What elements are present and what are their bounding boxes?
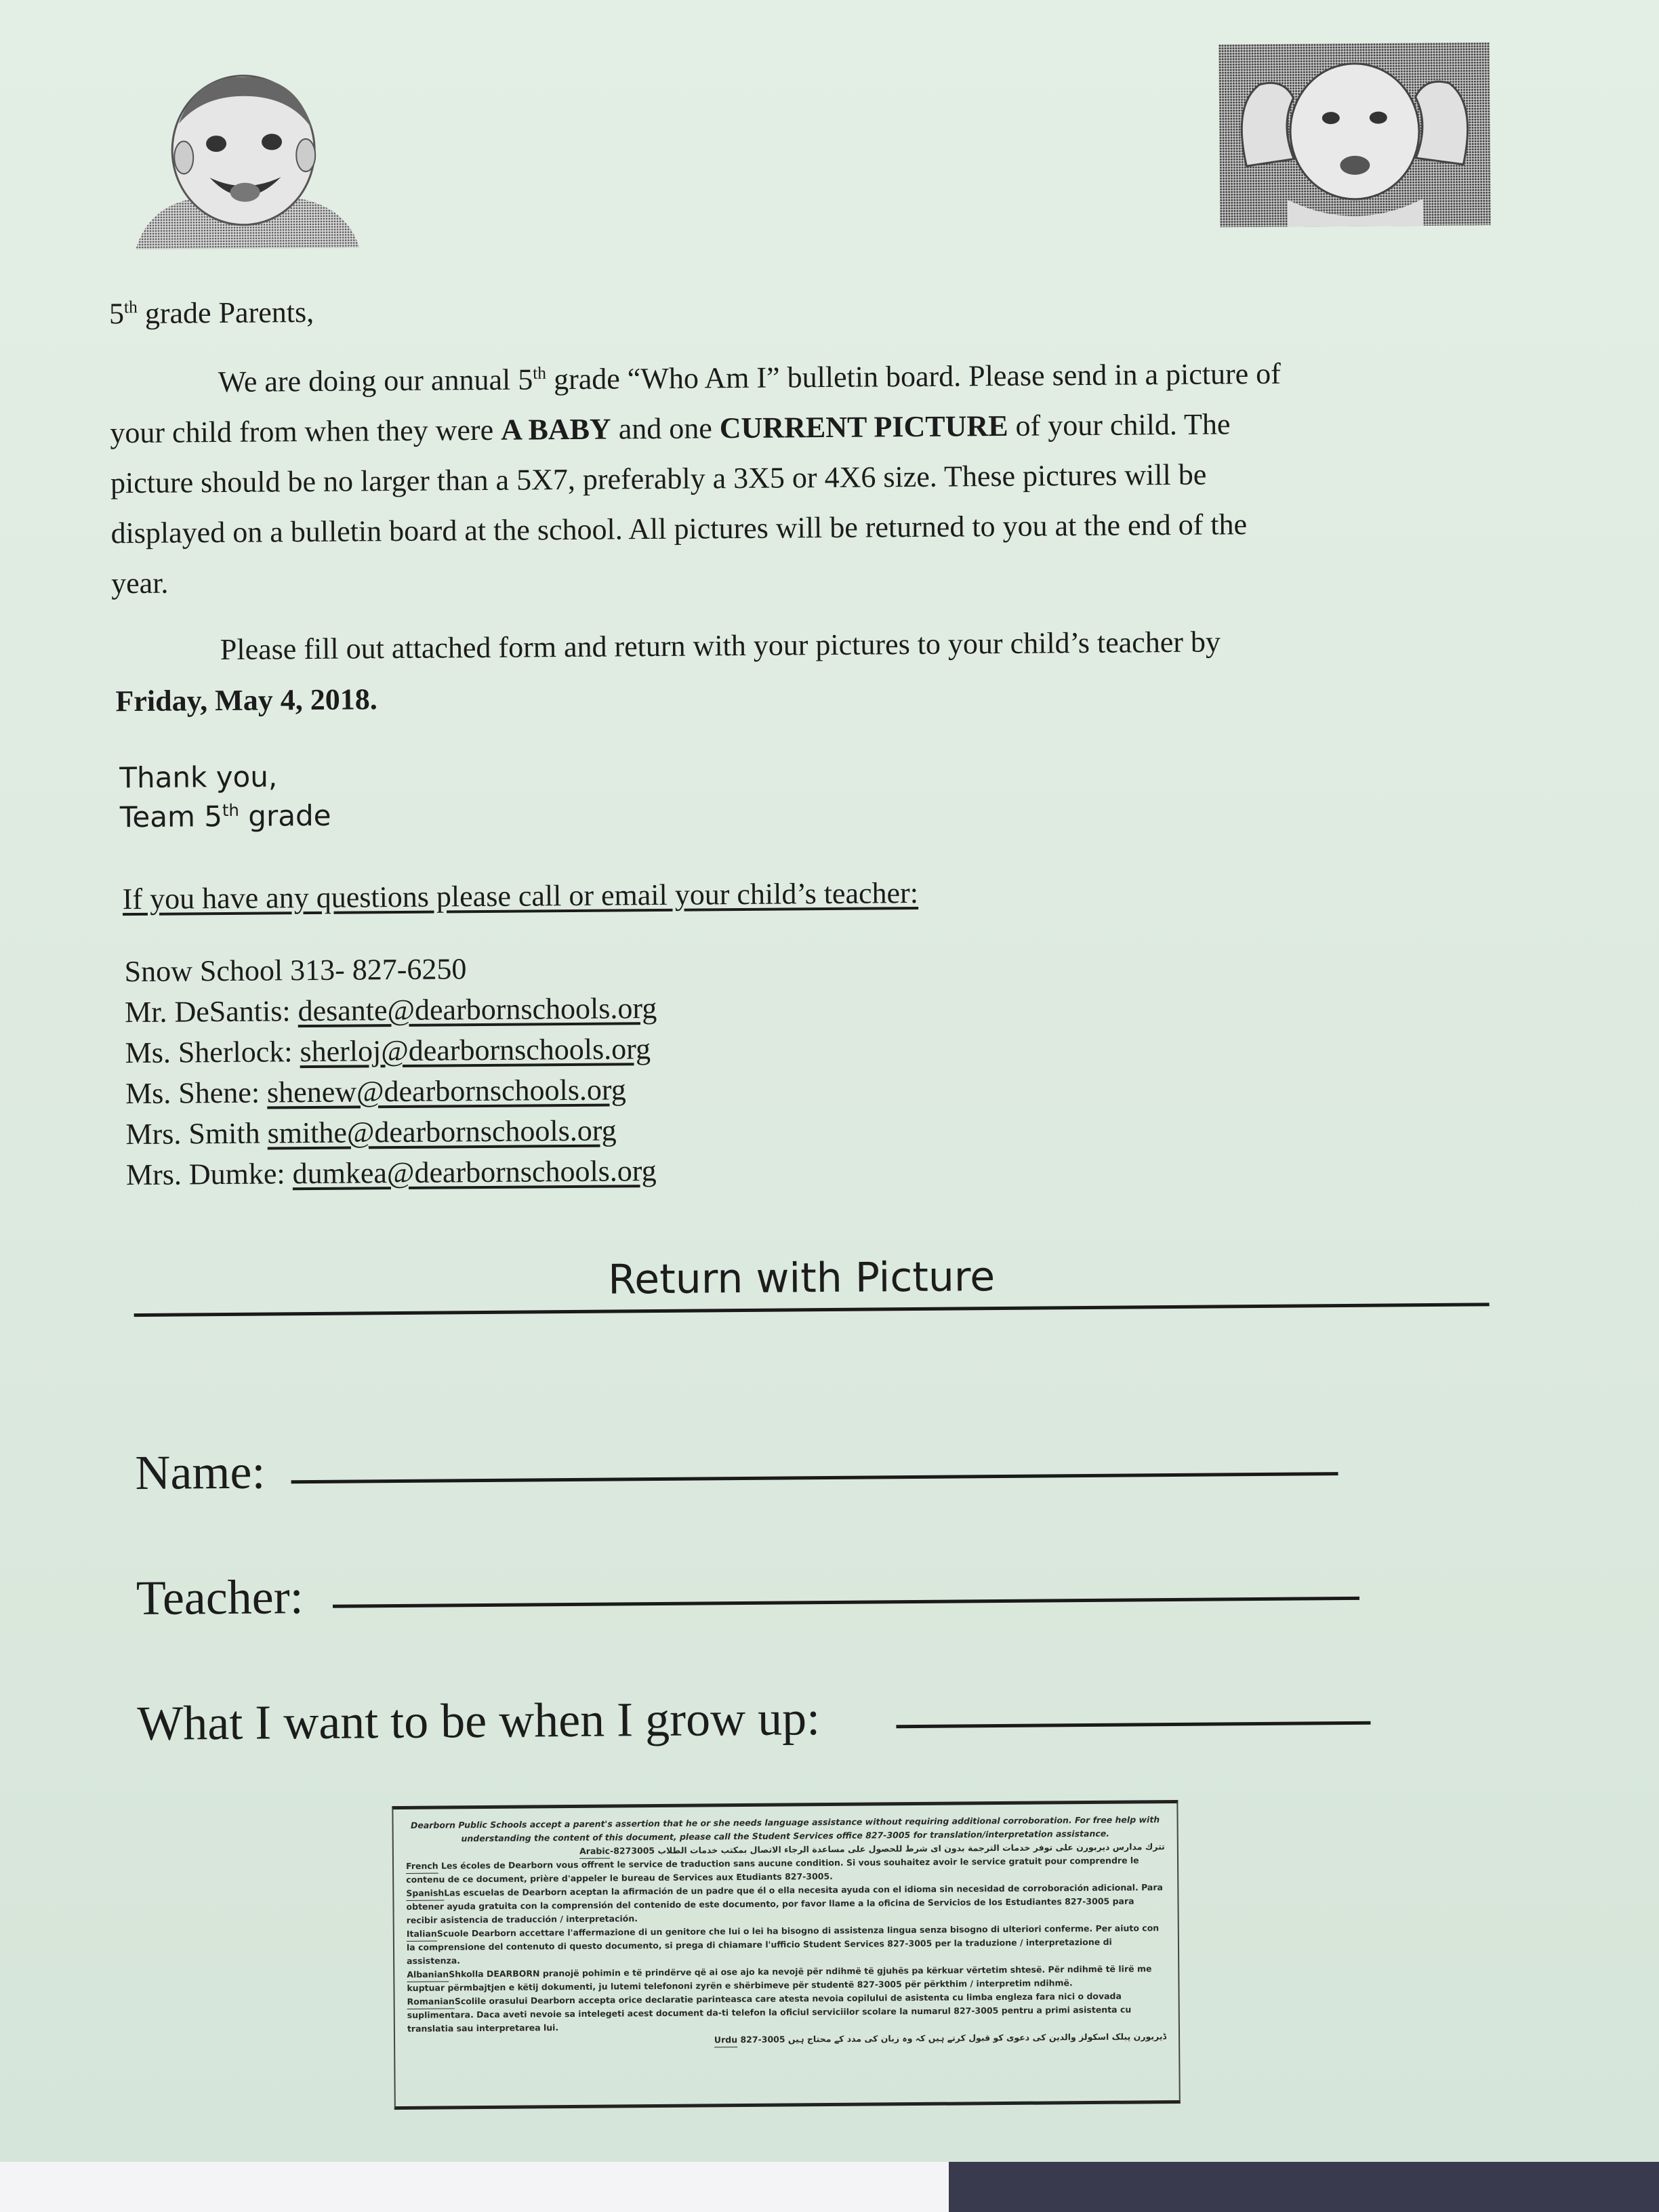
notice-italian: ItalianScuole Dearborn accettare l'affermazione di un genitore che lui o lei ha bisogno di assistenza lingua senza bisogno di ulteriori conferme. Per aiuto con la comprensione del contenuto di questo documento, si prega di chiamare l'ufficio Student Services 827-3005 per la traduzione / interpretazione di assistenza. [406, 1923, 1160, 1966]
email-link-sherlock[interactable]: sherloj@dearbornschools.org [300, 1032, 651, 1069]
teacher-contact-sherlock: Ms. Sherlock: sherloj@dearbornschools.org [125, 1032, 651, 1070]
closing-thanks: Thank you, [119, 760, 278, 795]
email-link-smith[interactable]: smithe@dearbornschools.org [267, 1113, 617, 1150]
paragraph-2-line-1: Please fill out attached form and return with your pictures to your child’s teacher by [220, 625, 1221, 667]
background-surface [0, 2162, 1659, 2212]
notice-urdu: ڈیربورن پبلک اسکولز والدین کی دعوی کو قبول کرتے ہیں کہ وہ زبان کی مدد کے محتاج ہیں Urdu 827-3005 [714, 2031, 1167, 2045]
paragraph-1-line-3: picture should be no larger than a 5X7, preferably a 3X5 or 4X6 size. These pictures will be [110, 457, 1207, 500]
notice-heading: Dearborn Public Schools accept a parent's assertion that he or she needs language assistance without requiring additional corroboration. For free help with understanding the content of this document, please call the Student Services office 827-3005 for translation/interpretation assistance. [410, 1814, 1160, 1844]
notice-arabic: تترك مدارس ديربورن على توفر خدمات الترجمة بدون اى شرط للحصول على مساعدة الرجاء الاتصال بمكتب خدمات الطلاب Arabic-8273005 [579, 1841, 1165, 1856]
teacher-field-line[interactable] [333, 1597, 1359, 1608]
email-link-shene[interactable]: shenew@dearbornschools.org [266, 1073, 626, 1109]
school-phone: Snow School 313- 827-6250 [124, 952, 467, 989]
deadline-date: Friday, May 4, 2018. [115, 682, 377, 718]
teacher-contact-dumke: Mrs. Dumke: dumkea@dearbornschools.org [125, 1154, 657, 1192]
paragraph-1-line-4: displayed on a bulletin board at the school. All pictures will be returned to you at the end of the [110, 508, 1248, 550]
email-link-dumke[interactable]: dumkea@dearbornschools.org [292, 1154, 657, 1191]
grow-up-field-line[interactable] [896, 1721, 1370, 1728]
form-title: Return with Picture [607, 1253, 996, 1304]
language-assistance-notice [392, 1800, 1180, 2110]
name-field-line[interactable] [291, 1472, 1338, 1483]
salutation: 5th grade Parents, [108, 295, 314, 331]
notice-french: French Les écoles de Dearborn vous offrent le service de traduction sans aucune condition. Si vous souhaitez avoir le service gratuit pour comprendre le contenu de ce document, prière d'appeler le bureau de Services aux Etudiants 827-3005. [405, 1855, 1139, 1885]
flexing-baby-picture [1218, 42, 1491, 227]
name-label: Name: [135, 1444, 266, 1500]
background-dark-area [949, 2162, 1659, 2212]
form-title-rule [134, 1303, 1490, 1317]
grow-up-label: What I want to be when I grow up: [137, 1691, 821, 1751]
notice-romanian: RomanianScolile orasului Dearborn accepta orice declaratie parinteasca care atesta nevoia copilului de asistenta cu limba engleza fara nici o dovada suplimentara. Daca aveti nevoie sa intelegeti acest document da-ti telefon la oficiul serviciilor scolare la numarul 827-3005 pentru a primi asistenta cu translatia sau interpretarea lui. [407, 1990, 1132, 2034]
notice-spanish: SpanishLas escuelas de Dearborn aceptan la afirmación de un padre que él o ella necesita ayuda con el idioma sin necesidad de corroboración adicional. Para obtener ayuda gratuita con la comprensión del contenido de este documento, por favor llame a la oficina de Servicios de los Estudiantes 827-3005 para recibir asistencia de traducción / interpretación. [406, 1882, 1163, 1925]
teacher-contact-desantis: Mr. DeSantis: desante@dearbornschools.org [124, 991, 657, 1029]
closing-team: Team 5th grade [119, 798, 331, 834]
paragraph-1-line-5: year. [110, 566, 169, 600]
email-link-desantis[interactable]: desante@dearbornschools.org [298, 991, 657, 1028]
teacher-contact-shene: Ms. Shene: shenew@dearbornschools.org [125, 1073, 626, 1111]
teacher-label: Teacher: [136, 1570, 304, 1626]
paragraph-1-line-1: We are doing our annual 5th grade “Who Am I” bulletin board. Please send in a picture of [218, 356, 1282, 399]
paragraph-1-line-2: your child from when they were A BABY and one CURRENT PICTURE of your child. The [110, 407, 1231, 450]
notice-albanian: AlbanianShkolla DEARBORN pranojë pohimin e të prindërve që ai ose ajo ka nevojë për ndihmë të gjuhës pa kërkuar vërtetim shtesë. Për ndihmë të lirë me kuptuar përmbajtjen e këtij dokumenti, ju lutemi telefononi zyrën e shërbimeve për studentë 827-3005 për përkthim / interpretim ndihmë. [407, 1963, 1152, 1993]
smiling-baby-picture [121, 68, 366, 253]
teacher-contact-smith: Mrs. Smith smithe@dearbornschools.org [125, 1113, 617, 1151]
contact-heading: If you have any questions please call or email your child’s teacher: [122, 876, 919, 916]
